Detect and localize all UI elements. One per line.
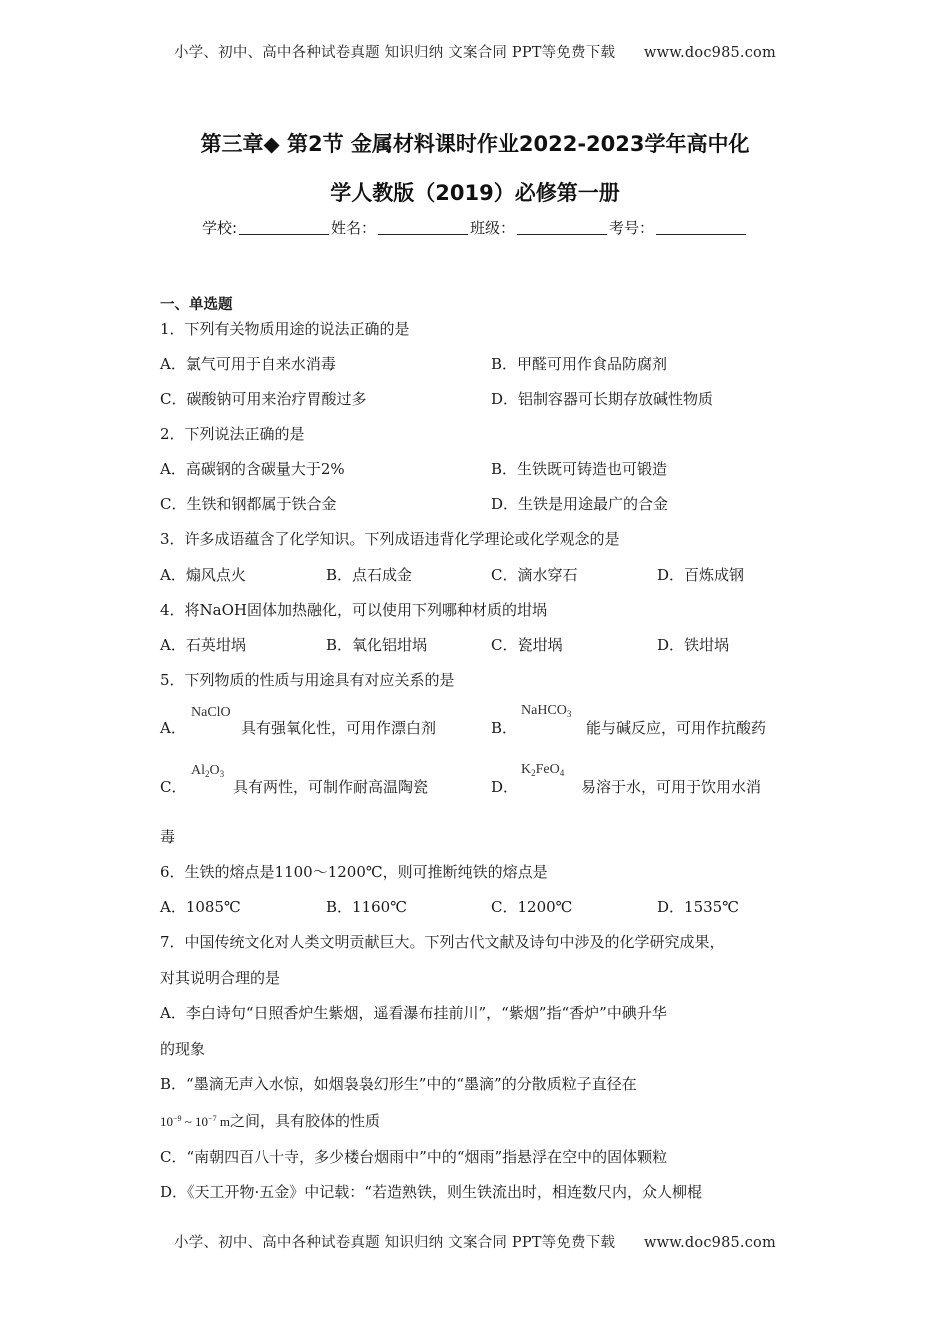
page-footer	[0, 1231, 950, 1252]
q5-option-a-text: 具有强氧化性，可用作漂白剂	[241, 719, 437, 737]
q3-option-a: A．煽风点火	[160, 566, 246, 584]
q6-option-c: C．1200℃	[491, 898, 573, 916]
q3-option-b: B．点石成金	[326, 566, 413, 584]
student-info-row	[0, 217, 950, 238]
q4-stem: 4．将NaOH固体加热融化，可以使用下列哪种材质的坩埚	[160, 601, 547, 619]
q5-option-d-formula: $K_2FeO_4$	[521, 762, 565, 778]
school-label: 学校:	[201, 219, 237, 237]
q1-stem: 1．下列有关物质用途的说法正确的是	[160, 320, 410, 338]
q5-option-a-formula: NaClO	[191, 705, 231, 720]
q7-option-c: C．“南朝四百八十寺，多少楼台烟雨中”中的“烟雨”指悬浮在空中的固体颗粒	[160, 1148, 668, 1166]
q7-option-d: D．《天工开物·五金》中记载：“若造熟铁，则生铁流出时，相连数尺内，众人柳棍	[160, 1183, 702, 1201]
q1-option-d: D．铝制容器可长期存放碱性物质	[491, 390, 714, 408]
q4-option-b: B．氧化铝坩埚	[326, 636, 428, 654]
q4-option-c: C．瓷坩埚	[491, 636, 563, 654]
q7-option-b-line-2: $10^{-9}$ ~ $10^{-7}$ m之间，具有胶体的性质	[160, 1112, 380, 1130]
q7-stem-line-2: 对其说明合理的是	[160, 969, 281, 987]
q5-option-d-label: D．	[491, 778, 519, 796]
q2-option-a: A．高碳钢的含碳量大于2%	[160, 460, 345, 478]
header-text: 小学、初中、高中各种试卷真题 知识归纳 文案合同 PPT等免费下载	[174, 45, 616, 61]
q6-option-d: D．1535℃	[657, 898, 739, 916]
q7-option-b-line-1: B．“墨滴无声入水惊，如烟袅袅幻形生”中的“墨滴”的分散质粒子直径在	[160, 1075, 637, 1093]
school-blank[interactable]	[239, 219, 329, 235]
section-heading: 一、单选题	[160, 297, 233, 313]
name-label: 姓名：	[331, 219, 377, 237]
q6-option-a: A．1085℃	[160, 898, 241, 916]
q5-option-b-text: 能与碱反应，可用作抗酸药	[586, 719, 767, 737]
footer-url: www.doc985.com	[644, 1235, 776, 1251]
q5-option-d-continuation: 毒	[160, 828, 176, 846]
q6-option-b: B．1160℃	[326, 898, 407, 916]
class-label: 班级：	[470, 219, 516, 237]
q5-stem: 5．下列物质的性质与用途具有对应关系的是	[160, 671, 455, 689]
q5-option-c-text: 具有两性，可制作耐高温陶瓷	[233, 778, 429, 796]
header-url: www.doc985.com	[644, 45, 776, 61]
q5-option-d-text: 易溶于水，可用于饮用水消	[581, 778, 762, 796]
q3-option-d: D．百炼成钢	[657, 566, 745, 584]
class-blank[interactable]	[517, 219, 607, 235]
q2-option-c: C．生铁和钢都属于铁合金	[160, 495, 337, 513]
q5-option-b-label: B．	[491, 719, 518, 737]
q3-stem: 3．许多成语蕴含了化学知识。下列成语违背化学理论或化学观念的是	[160, 530, 620, 548]
q1-option-c: C．碳酸钠可用来治疗胃酸过多	[160, 390, 367, 408]
q5-option-a-label: A．	[160, 719, 186, 737]
document-title-line-1: 第三章◆ 第2节 金属材料课时作业2022-2023学年高中化	[200, 132, 750, 156]
q6-stem: 6．生铁的熔点是1100～1200℃，则可推断纯铁的熔点是	[160, 863, 548, 881]
q2-option-d: D．生铁是用途最广的合金	[491, 495, 669, 513]
q4-option-d: D．铁坩埚	[657, 636, 730, 654]
footer-text: 小学、初中、高中各种试卷真题 知识归纳 文案合同 PPT等免费下载	[174, 1235, 616, 1251]
q5-option-b-formula: NaHCO$_3$	[521, 703, 572, 719]
q2-stem: 2．下列说法正确的是	[160, 425, 305, 443]
q7-option-a-line-1: A．李白诗句“日照香炉生紫烟，遥看瀑布挂前川”，“紫烟”指“香炉”中碘升华	[160, 1004, 667, 1022]
name-blank[interactable]	[378, 219, 468, 235]
q4-option-a: A．石英坩埚	[160, 636, 246, 654]
q1-option-b: B．甲醛可用作食品防腐剂	[491, 355, 668, 373]
q7-option-a-line-2: 的现象	[160, 1040, 206, 1058]
page-header	[0, 41, 950, 62]
q5-option-c-formula: $Al_2O_3$	[191, 763, 225, 779]
q2-option-b: B．生铁既可铸造也可锻造	[491, 460, 668, 478]
q7-stem-line-1: 7．中国传统文化对人类文明贡献巨大。下列古代文献及诗句中涉及的化学研究成果，	[160, 933, 725, 951]
number-blank[interactable]	[656, 219, 746, 235]
q1-option-a: A．氯气可用于自来水消毒	[160, 355, 336, 373]
number-label: 考号：	[609, 219, 655, 237]
document-title-line-2: 学人教版（2019）必修第一册	[330, 181, 620, 205]
q3-option-c: C．滴水穿石	[491, 566, 578, 584]
q5-option-c-label: C．	[160, 778, 187, 796]
q7-range-expression: $10^{-9}$ ~ $10^{-7}$ m	[160, 1114, 230, 1129]
